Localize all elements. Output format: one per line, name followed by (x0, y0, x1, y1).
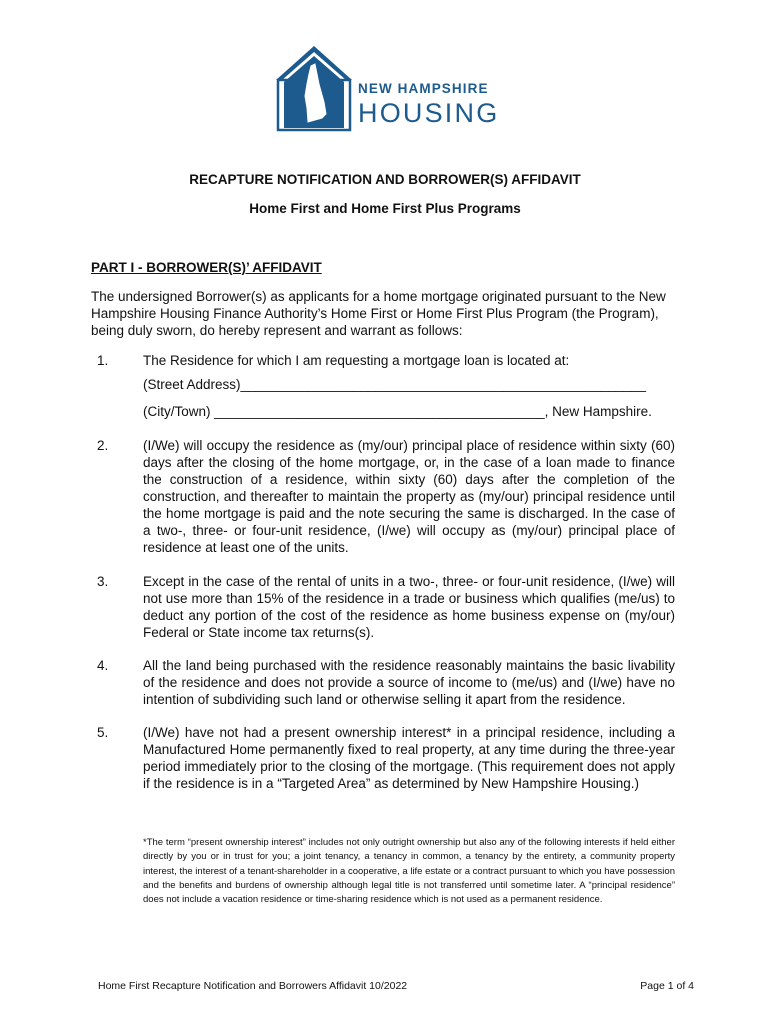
item-text: Except in the case of the rental of units in a two-, three- or four-unit residence, (I/we) will not use more than 15% of the residence in a trade or business which qualifies (me/us) to deduct any portion of the cost of the residence as home business expense on (my/our) Federal or State income tax returns(s). (143, 574, 675, 640)
intro-paragraph: The undersigned Borrower(s) as applicants for a home mortgage originated pursuant to the New Hampshire Housing Finance Authority’s Home First or Home First Plus Program (the Program), being duly sworn, do hereby represent and warrant as follows: (91, 289, 666, 338)
item-number: 2. (97, 438, 109, 453)
footnote: *The term “present ownership interest” includes not only outright ownership but also any of the following interests if held either directly by you or in trust for you; a joint tenancy, a tenancy in common, a tenancy by the entirety, a community property interest, the interest of a tenant-shareholder in a cooperative, a life estate or a contract pursuant to which you have possession and the benefits and burdens of ownership although legal title is not transferred until sometime later. A “principal residence” does not include a vacation residence or time-sharing residence which is not used as a permanent residence. (143, 837, 675, 906)
part-heading: PART I - BORROWER(S)’ AFFIDAVIT (91, 260, 322, 275)
item-number: 3. (97, 574, 109, 589)
house-logo-icon (274, 44, 354, 132)
nh-housing-logo (274, 44, 499, 132)
document-title: RECAPTURE NOTIFICATION AND BORROWER(S) AFFIDAVIT (189, 172, 581, 187)
logo-line2: HOUSING (358, 98, 500, 128)
item-number: 5. (97, 725, 109, 740)
item-number: 1. (97, 353, 109, 368)
footer-document-name: Home First Recapture Notification and Borrowers Affidavit 10/2022 (98, 980, 408, 992)
document-subtitle: Home First and Home First Plus Programs (249, 201, 521, 216)
item-text: (I/We) have not had a present ownership interest* in a principal residence, including a Manufactured Home permanently fixed to real property, at any time during the three-year period immediately prior to the closing of the mortgage. (This requirement does not apply if the residence is in a “Targeted Area” as determined by New Hampshire Housing.) (143, 725, 675, 791)
item-text: The Residence for which I am requesting a mortgage loan is located at: (143, 353, 570, 368)
street-address-field[interactable]: (Street Address)______________________________________________________ (143, 377, 646, 392)
item-number: 4. (97, 658, 109, 673)
city-town-field[interactable]: (City/Town) ____________________________________________, New Hampshire. (143, 404, 652, 419)
footer-page-number: Page 1 of 4 (640, 980, 694, 992)
item-text: All the land being purchased with the residence reasonably maintains the basic livability of the residence and does not provide a source of income to (me/us) and (I/we) have no intention of subdividing such land or otherwise selling it apart from the residence. (143, 658, 675, 707)
item-text: (I/We) will occupy the residence as (my/our) principal place of residence within sixty (60) days after the closing of the home mortgage, or, in the case of a loan made to finance the construction of a residence, within sixty (60) days after the completion of the construction, and thereafter to maintain the property as (my/our) principal residence until the home mortgage is paid and the note securing the same is discharged. In the case of a two-, three- or four-unit residence, (I/we) will occupy as (my/our) principal place of residence at least one of the units. (143, 438, 675, 555)
logo-line1: NEW HAMPSHIRE (358, 81, 489, 96)
